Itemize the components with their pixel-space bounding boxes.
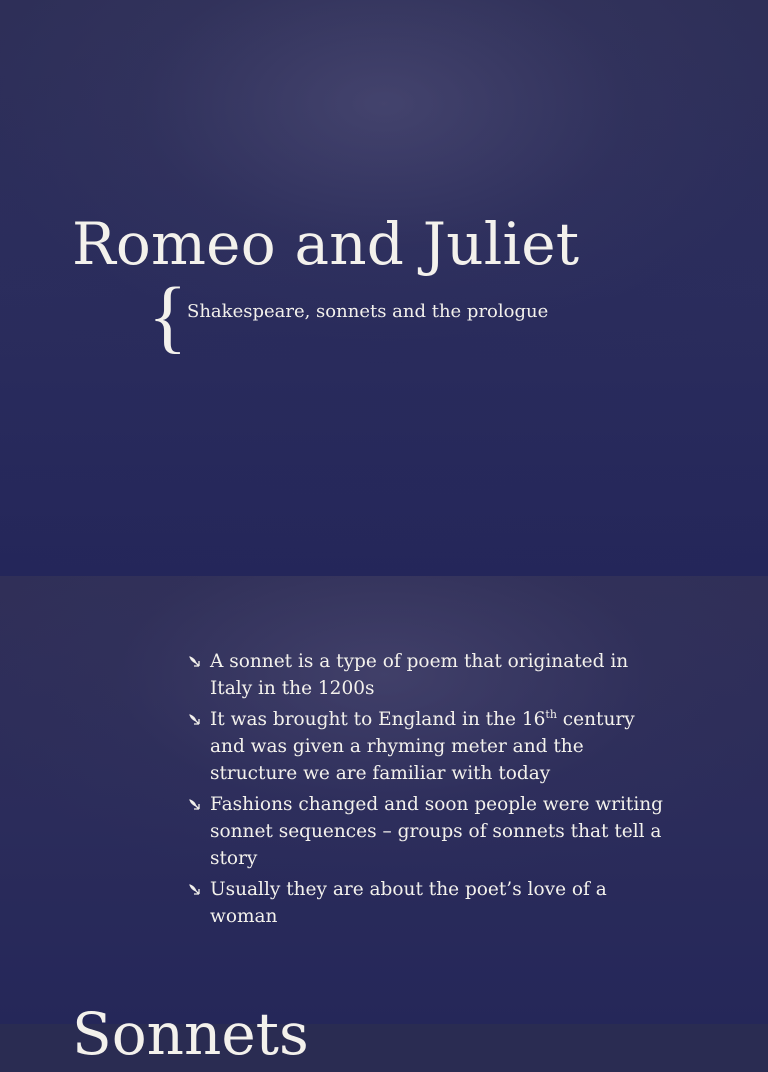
quill-arrow-icon	[188, 798, 202, 812]
quill-arrow-icon	[188, 655, 202, 669]
bullet-text: Fashions changed and soon people were writing sonnet sequences – groups of sonnets that tell a story	[210, 794, 664, 869]
bullet-item	[186, 706, 666, 787]
bullet-text: A sonnet is a type of poem that originated in Italy in the 1200s	[210, 651, 629, 699]
bullet-text	[210, 709, 635, 784]
bullet-item	[186, 791, 666, 872]
next-slide-title: Sonnets	[72, 1000, 309, 1068]
brace-decoration: {	[148, 270, 188, 361]
slide-title: Romeo and Juliet	[72, 210, 580, 278]
bullet-item	[186, 648, 666, 702]
quill-arrow-icon	[188, 883, 202, 897]
bullet-list	[186, 648, 666, 934]
superscript: th	[545, 707, 557, 721]
bullet-item	[186, 876, 666, 930]
bullet-text: Usually they are about the poet’s love of a woman	[210, 879, 607, 927]
bullet-text-part: century and was given a rhyming meter and the structure we are familiar with today	[210, 709, 635, 784]
slide-subtitle: Shakespeare, sonnets and the prologue	[187, 301, 549, 322]
content-slide	[0, 576, 768, 1068]
bullet-text-part: It was brought to England in the 16	[210, 709, 546, 730]
quill-arrow-icon	[188, 713, 202, 727]
